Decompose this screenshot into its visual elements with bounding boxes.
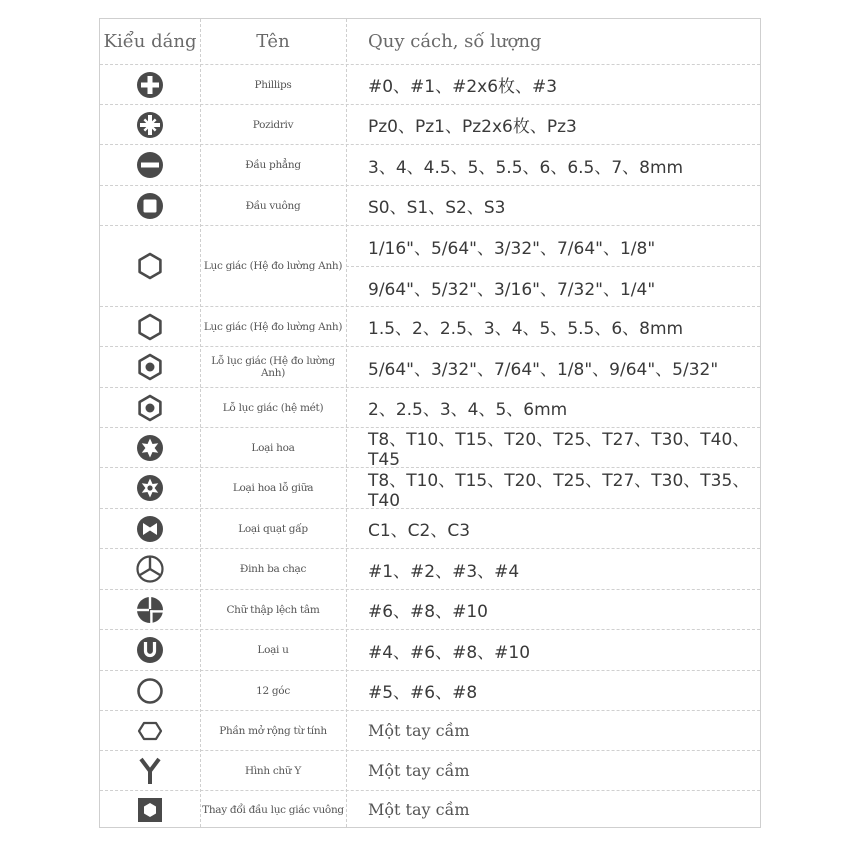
table-row <box>100 750 760 790</box>
table-row <box>100 589 760 629</box>
torx-hole-icon <box>136 474 164 502</box>
y-type-icon <box>136 756 164 786</box>
row-name: Phần mở rộng từ tính <box>219 724 327 737</box>
row-name: Loại quạt gấp <box>238 522 308 535</box>
row-name: Đầu vuông <box>245 199 301 212</box>
row-name: Thay đổi đầu lục giác vuông <box>202 803 344 816</box>
row-spec: Một tay cầm <box>368 800 470 819</box>
torx-icon <box>136 434 164 462</box>
row-name: Lục giác (Hệ đo lường Anh) <box>203 320 343 333</box>
spec-table <box>99 18 761 828</box>
table-row <box>100 225 760 306</box>
row-spec: #5、#6、#8 <box>368 683 478 703</box>
row-name: Lỗ lục giác (Hệ đo lường Anh) <box>211 355 335 379</box>
spec-subrow <box>346 266 760 308</box>
hex-hole-metric-icon <box>135 393 165 423</box>
row-name: 12 góc <box>256 684 290 697</box>
row-spec: Một tay cầm <box>368 721 470 740</box>
row-spec: 1.5、2、2.5、3、4、5、5.5、6、8mm <box>368 319 684 339</box>
header-style: Kiểu dáng <box>103 31 197 52</box>
row-spec: 3、4、4.5、5、5.5、6、6.5、7、8mm <box>368 157 684 178</box>
tri-wing-icon <box>135 554 165 584</box>
row-spec: #4、#6、#8、#10 <box>368 642 531 663</box>
table-row <box>100 427 760 470</box>
phillips-icon <box>136 71 164 99</box>
table-row <box>100 548 760 589</box>
row-name: Hình chữ Y <box>244 764 302 777</box>
table-row <box>100 790 760 828</box>
row-spec-2: 9/64"、5/32"、3/16"、7/32"、1/4" <box>368 280 656 300</box>
row-name: Lỗ lục giác (hệ mét) <box>222 401 324 414</box>
table-row <box>100 144 760 185</box>
row-name: Chữ thập lệch tâm <box>226 603 320 616</box>
table-row <box>100 629 760 670</box>
row-spec: 1/16"、5/64"、3/32"、7/64"、1/8" <box>368 238 656 259</box>
hex-metric-icon <box>135 312 165 342</box>
table-header <box>100 19 760 64</box>
row-spec: 2、2.5、3、4、5、6mm <box>368 400 568 420</box>
spec-subrow <box>346 226 760 266</box>
table-row <box>100 306 760 346</box>
table-row <box>100 64 760 104</box>
pozidriv-icon <box>136 111 164 139</box>
table-row <box>100 387 760 427</box>
hex-inch-icon <box>135 251 165 281</box>
hex-square-adapter-icon <box>136 796 164 824</box>
u-type-icon <box>136 636 164 664</box>
row-spec: T8、T10、T15、T20、T25、T27、T30、T35、T40 <box>368 470 750 511</box>
table-row <box>100 710 760 750</box>
row-spec: 5/64"、3/32"、7/64"、1/8"、9/64"、5/32" <box>368 359 719 380</box>
header-spec: Quy cách, số lượng <box>368 31 542 52</box>
row-name: Pozidriv <box>252 118 294 131</box>
magnetic-extension-icon <box>136 719 164 743</box>
row-spec: Một tay cầm <box>368 761 470 780</box>
row-name: Loại hoa lỗ giữa <box>232 482 314 494</box>
row-spec: C1、C2、C3 <box>368 521 471 541</box>
flat-head-icon <box>136 151 164 179</box>
twelve-point-icon <box>135 676 165 706</box>
row-spec: S0、S1、S2、S3 <box>368 198 506 218</box>
row-name: Lục giác (Hệ đo lường Anh) <box>203 260 343 272</box>
row-spec: #1、#2、#3、#4 <box>368 561 520 582</box>
table-row <box>100 508 760 548</box>
row-name: Đinh ba chạc <box>239 563 307 575</box>
table-row <box>100 104 760 144</box>
row-name: Loại u <box>257 644 289 656</box>
row-spec: T8、T10、T15、T20、T25、T27、T30、T40、T45 <box>368 430 750 470</box>
header-name: Tên <box>256 31 290 52</box>
row-name: Đầu phẳng <box>245 159 301 171</box>
square-head-icon <box>136 192 164 220</box>
table-row <box>100 670 760 710</box>
row-spec: #6、#8、#10 <box>368 602 488 622</box>
table-row <box>100 467 760 511</box>
row-spec: Pz0、Pz1、Pz2x6枚、Pz3 <box>368 117 577 137</box>
table-row <box>100 185 760 225</box>
offset-cross-icon <box>136 596 164 624</box>
table-row <box>100 346 760 387</box>
row-name: Loại hoa <box>251 441 295 454</box>
row-name: Phillips <box>254 78 292 91</box>
spanner-icon <box>136 515 164 543</box>
hex-hole-inch-icon <box>135 352 165 382</box>
row-spec: #0、#1、#2x6枚、#3 <box>368 77 558 97</box>
